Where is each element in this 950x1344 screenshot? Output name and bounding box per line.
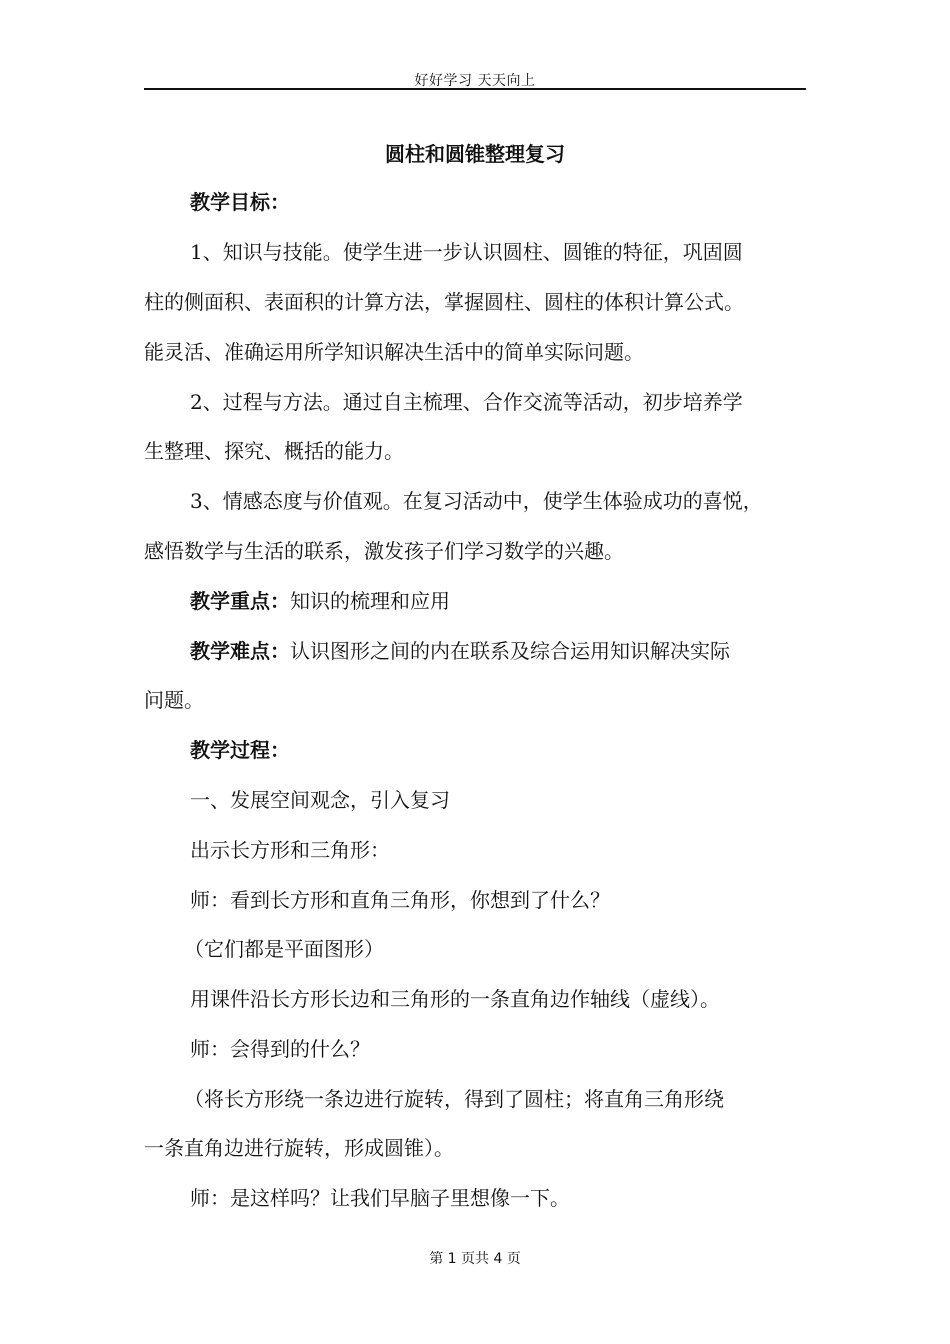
paragraph-line: 1、知识与技能。使学生进一步认识圆柱、圆锥的特征，巩固圆 bbox=[190, 240, 743, 264]
key-point-text: 知识的梳理和应用 bbox=[290, 589, 450, 613]
paragraph-line: 能灵活、准确运用所学知识解决生活中的简单实际问题。 bbox=[144, 340, 644, 364]
paragraph-line: 柱的侧面积、表面积的计算方法，掌握圆柱、圆柱的体积计算公式。 bbox=[144, 290, 744, 314]
key-point-label: 教学重点： bbox=[190, 589, 290, 613]
header-divider bbox=[144, 88, 806, 90]
paragraph-line: 师：会得到的什么？ bbox=[190, 1037, 370, 1061]
difficulty-text: 认识图形之间的内在联系及综合运用知识解决实际 bbox=[290, 639, 730, 663]
paragraph-line: 出示长方形和三角形： bbox=[190, 838, 390, 862]
page-footer: 第 1 页共 4 页 bbox=[429, 1251, 521, 1267]
difficulty-label: 教学难点： bbox=[190, 639, 290, 663]
paragraph-line: 用课件沿长方形长边和三角形的一条直角边作轴线（虚线）。 bbox=[190, 987, 720, 1011]
page-header: 好好学习 天天向上 bbox=[414, 73, 536, 89]
paragraph-line: 一、发展空间观念，引入复习 bbox=[190, 788, 450, 812]
paragraph-line: 师：看到长方形和直角三角形，你想到了什么？ bbox=[190, 888, 610, 912]
paragraph-line: 3、情感态度与价值观。在复习活动中，使学生体验成功的喜悦， bbox=[190, 489, 763, 513]
paragraph-line: 生整理、探究、概括的能力。 bbox=[144, 439, 404, 463]
paragraph-line: 问题。 bbox=[144, 688, 204, 712]
paragraph-line: 师：是这样吗？让我们早脑子里想像一下。 bbox=[190, 1186, 570, 1210]
paragraph-line: （它们都是平面图形） bbox=[184, 937, 384, 961]
section-heading-process: 教学过程： bbox=[190, 738, 290, 762]
paragraph-line: 一条直角边进行旋转，形成圆锥）。 bbox=[144, 1136, 454, 1160]
section-heading-objectives: 教学目标： bbox=[190, 190, 290, 214]
paragraph-line: （将长方形绕一条边进行旋转，得到了圆柱；将直角三角形绕 bbox=[184, 1087, 724, 1111]
paragraph-line: 感悟数学与生活的联系，激发孩子们学习数学的兴趣。 bbox=[144, 539, 624, 563]
key-point-line bbox=[190, 587, 450, 615]
document-title: 圆柱和圆锥整理复习 bbox=[385, 142, 565, 166]
paragraph-line: 2、过程与方法。通过自主梳理、合作交流等活动，初步培养学 bbox=[190, 390, 743, 414]
difficulty-line bbox=[190, 637, 730, 665]
